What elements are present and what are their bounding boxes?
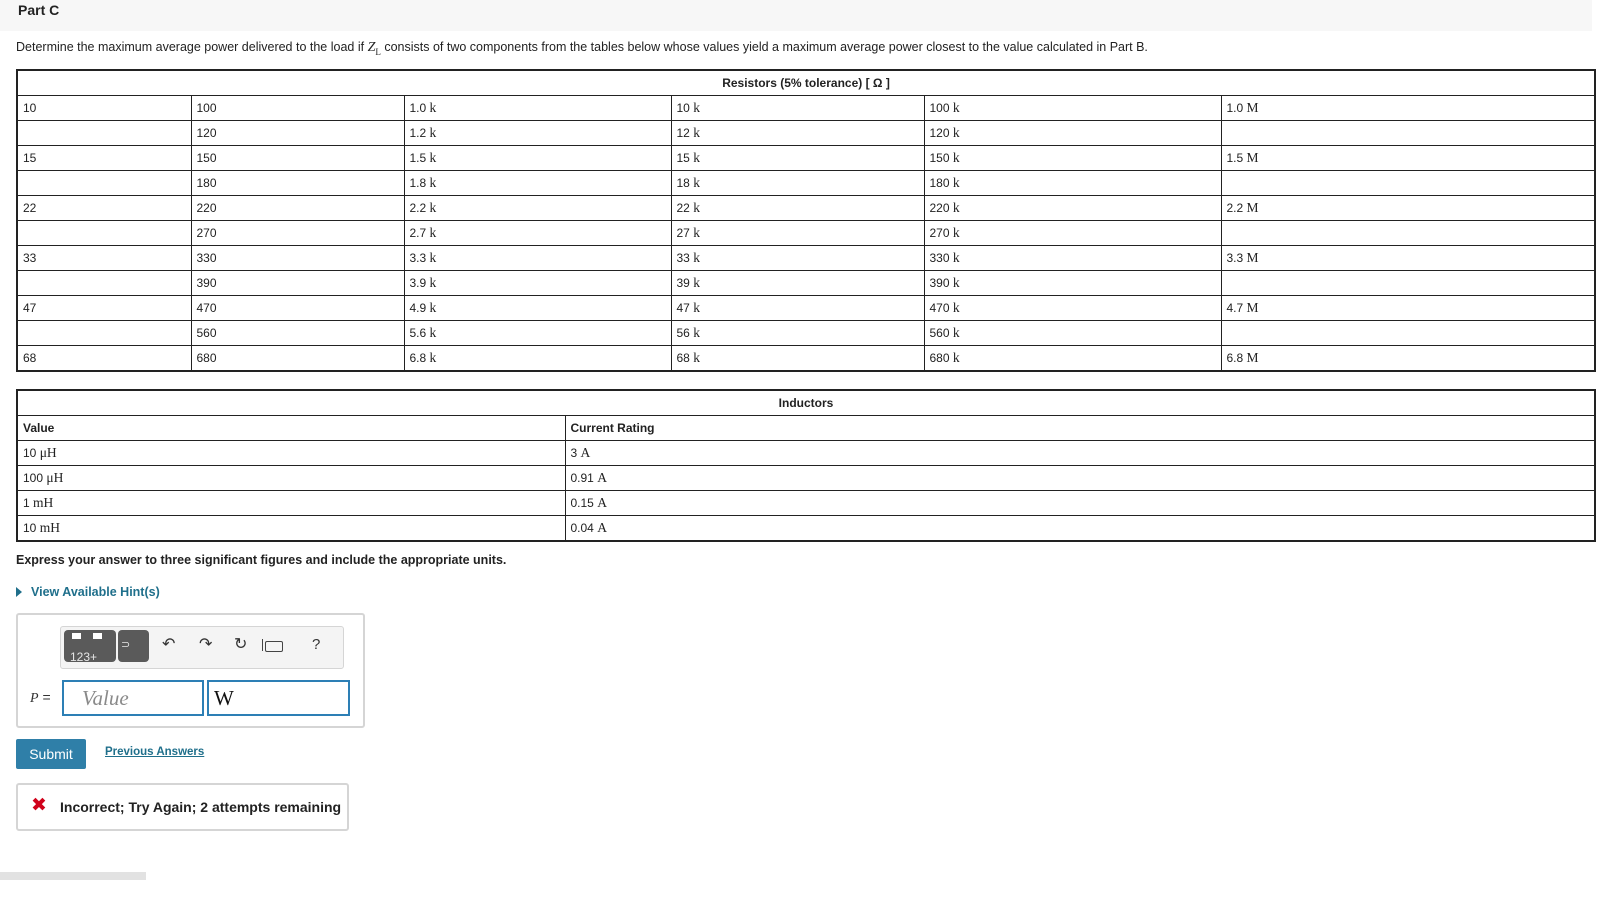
table-cell: [17, 171, 191, 196]
table-cell: [404, 246, 671, 271]
table-row: [17, 441, 1595, 466]
cell-unit: k: [952, 350, 960, 365]
cell-unit: k: [429, 350, 437, 365]
reset-icon[interactable]: ↻: [234, 636, 248, 653]
table-row: [17, 491, 1595, 516]
table-cell: [191, 146, 404, 171]
cell-value: 3.3: [1226, 251, 1247, 265]
cell-value: 2.7: [409, 226, 430, 240]
table-cell: [404, 221, 671, 246]
cell-value: 1.0: [1226, 101, 1247, 115]
value-input[interactable]: [62, 680, 204, 716]
cell-value: 390: [196, 276, 217, 290]
answer-panel: [16, 613, 365, 728]
table-cell: [565, 516, 1595, 542]
table-cell: [924, 146, 1221, 171]
table-cell: [191, 271, 404, 296]
cell-unit: k: [429, 275, 437, 290]
table-cell: [1221, 296, 1595, 321]
cell-unit: M: [1246, 250, 1259, 265]
table-cell: [1221, 146, 1595, 171]
cell-unit: k: [429, 200, 437, 215]
cell-unit: k: [429, 325, 437, 340]
cell-unit: M: [1246, 150, 1259, 165]
template-box-icon: [72, 633, 81, 639]
redo-icon[interactable]: ↷: [199, 636, 213, 653]
cell-value: 470: [929, 301, 953, 315]
cell-unit: k: [952, 225, 960, 240]
cell-value: 330: [196, 251, 217, 265]
table-cell: [565, 491, 1595, 516]
cell-unit: k: [693, 100, 700, 115]
part-header: [0, 0, 1592, 31]
table-row: [17, 246, 1595, 271]
power-label: P =: [30, 689, 51, 706]
cell-value: 1.5: [409, 151, 430, 165]
cell-value: 2.2: [1226, 201, 1247, 215]
cell-unit: k: [429, 150, 437, 165]
table-row: [17, 96, 1595, 121]
cell-value: 0.91: [570, 471, 598, 485]
cell-unit: k: [693, 200, 700, 215]
table-cell: [671, 196, 924, 221]
cell-unit: k: [952, 100, 960, 115]
cell-unit: k: [952, 175, 960, 190]
cell-value: 470: [196, 301, 217, 315]
table-cell: [1221, 271, 1595, 296]
cell-unit: k: [429, 300, 437, 315]
cell-value: 100: [929, 101, 953, 115]
cell-value: 10: [23, 446, 40, 460]
cell-unit: k: [952, 150, 960, 165]
table-cell: [924, 346, 1221, 372]
table-cell: [924, 246, 1221, 271]
cell-value: 47: [676, 301, 694, 315]
cell-value: 220: [196, 201, 217, 215]
table-row: [17, 271, 1595, 296]
cell-value: 5.6: [409, 326, 430, 340]
view-hints-label: View Available Hint(s): [31, 585, 160, 599]
table-cell: [924, 171, 1221, 196]
incorrect-icon: ✖: [31, 795, 47, 816]
cell-unit: k: [429, 250, 437, 265]
cell-value: 68: [676, 351, 694, 365]
keyboard-divider: [262, 639, 263, 651]
cell-unit: A: [580, 445, 591, 460]
cell-value: 1.0: [409, 101, 430, 115]
cell-unit: k: [693, 350, 700, 365]
table-cell: [191, 346, 404, 372]
table-cell: [17, 121, 191, 146]
cell-value: 680: [196, 351, 217, 365]
cell-unit: k: [429, 225, 437, 240]
cell-value: 1.5: [1226, 151, 1247, 165]
resistors-table-title: Resistors (5% tolerance) [ Ω ]: [17, 70, 1595, 96]
cell-unit: A: [597, 520, 607, 535]
table-cell: [924, 121, 1221, 146]
cell-value: 0.04: [570, 521, 598, 535]
cell-unit: k: [693, 250, 700, 265]
question-text: Determine the maximum average power delivered to the load if $Z_L$ consists of two components from the tables below whose values yield a maximum average power closest to the value calculated in Part B.: [16, 40, 1148, 57]
table-cell: [1221, 121, 1595, 146]
table-cell: [671, 121, 924, 146]
cell-unit: M: [1246, 350, 1259, 365]
table-row: [17, 221, 1595, 246]
table-cell: [17, 221, 191, 246]
cell-value: 18: [676, 176, 694, 190]
cell-value: 1.2: [409, 126, 430, 140]
table-cell: [17, 346, 191, 372]
cell-value: 39: [676, 276, 694, 290]
table-cell: [404, 346, 671, 372]
cell-unit: k: [693, 300, 700, 315]
cell-value: 120: [929, 126, 953, 140]
table-cell: [924, 296, 1221, 321]
table-cell: [671, 271, 924, 296]
cell-unit: k: [952, 200, 960, 215]
table-cell: [17, 441, 565, 466]
table-cell: [191, 321, 404, 346]
table-cell: [191, 196, 404, 221]
help-icon[interactable]: ?: [312, 636, 321, 653]
cell-unit: k: [693, 275, 700, 290]
cell-unit: k: [952, 300, 960, 315]
table-cell: [404, 146, 671, 171]
cell-value: 68: [23, 351, 37, 365]
cell-value: 1: [23, 496, 34, 510]
table-cell: [671, 246, 924, 271]
table-row: [17, 466, 1595, 491]
table-cell: [671, 346, 924, 372]
cell-value: 6.8: [1226, 351, 1247, 365]
feedback-box: [16, 783, 349, 831]
cell-unit: k: [693, 325, 700, 340]
table-cell: [17, 146, 191, 171]
table-cell: [1221, 221, 1595, 246]
cell-value: 6.8: [409, 351, 430, 365]
previous-answers-link[interactable]: Previous Answers: [105, 746, 205, 758]
table-cell: [404, 321, 671, 346]
cell-unit: k: [693, 175, 700, 190]
table-cell: [1221, 171, 1595, 196]
table-cell: [17, 321, 191, 346]
table-cell: [404, 271, 671, 296]
cell-value: 22: [23, 201, 37, 215]
cell-value: 3.9: [409, 276, 430, 290]
cell-unit: k: [429, 125, 437, 140]
table-row: [17, 321, 1595, 346]
table-cell: [17, 196, 191, 221]
cell-value: 390: [929, 276, 953, 290]
table-cell: [1221, 96, 1595, 121]
cell-unit: A: [597, 495, 607, 510]
cell-value: 22: [676, 201, 694, 215]
cell-unit: M: [1246, 300, 1259, 315]
cell-value: 560: [929, 326, 953, 340]
table-cell: [671, 221, 924, 246]
cell-value: 10: [23, 521, 40, 535]
cell-value: 3.3: [409, 251, 430, 265]
table-cell: [671, 96, 924, 121]
table-cell: [1221, 346, 1595, 372]
table-cell: [191, 296, 404, 321]
table-cell: [191, 221, 404, 246]
cell-unit: k: [952, 250, 960, 265]
cell-value: 56: [676, 326, 694, 340]
table-cell: [671, 171, 924, 196]
table-cell: [17, 271, 191, 296]
view-hints-link[interactable]: [16, 585, 160, 599]
cell-value: 10: [676, 101, 694, 115]
cell-value: 10: [23, 101, 37, 115]
keyboard-icon[interactable]: [265, 641, 283, 652]
cell-value: 2.2: [409, 201, 430, 215]
table-cell: [17, 516, 565, 542]
load-impedance-symbol: $Z_L$: [367, 40, 381, 57]
inductors-header-current-rating: Current Rating: [565, 416, 1595, 441]
cell-unit: k: [952, 125, 960, 140]
cell-value: 270: [929, 226, 953, 240]
table-row: [17, 296, 1595, 321]
cell-value: 120: [196, 126, 217, 140]
part-title: Part C: [18, 2, 60, 18]
table-cell: [17, 96, 191, 121]
table-cell: [404, 196, 671, 221]
table-cell: [17, 296, 191, 321]
table-cell: [1221, 321, 1595, 346]
instruction-text: Express your answer to three significant figures and include the appropriate units.: [16, 553, 507, 567]
cell-unit: μH: [39, 445, 57, 460]
table-cell: [17, 246, 191, 271]
table-cell: [924, 221, 1221, 246]
cell-unit: k: [693, 125, 700, 140]
cell-value: 680: [929, 351, 953, 365]
table-row: [17, 346, 1595, 372]
cell-unit: mH: [39, 520, 60, 535]
table-cell: [17, 466, 565, 491]
template-box-icon: [93, 633, 102, 639]
table-cell: [924, 271, 1221, 296]
cell-unit: μH: [46, 470, 64, 485]
table-cell: [924, 96, 1221, 121]
cell-value: 4.7: [1226, 301, 1247, 315]
units-input[interactable]: [207, 680, 350, 716]
cell-value: 33: [23, 251, 37, 265]
cell-unit: A: [597, 470, 607, 485]
templates-label: 123+: [70, 650, 98, 662]
table-cell: [191, 246, 404, 271]
cell-unit: k: [952, 325, 960, 340]
table-cell: [1221, 196, 1595, 221]
caret-right-icon: [16, 587, 22, 597]
table-cell: [924, 196, 1221, 221]
cell-value: 47: [23, 301, 37, 315]
cell-value: 100: [196, 101, 217, 115]
cell-value: 33: [676, 251, 694, 265]
cell-unit: k: [693, 225, 700, 240]
table-cell: [671, 146, 924, 171]
table-cell: [191, 96, 404, 121]
cell-value: 180: [929, 176, 953, 190]
cell-value: 3: [570, 446, 581, 460]
cell-value: 27: [676, 226, 694, 240]
cell-value: 100: [23, 471, 47, 485]
templates-button[interactable]: [64, 630, 116, 662]
resistors-table: [16, 69, 1596, 372]
table-row: [17, 516, 1595, 542]
cell-unit: k: [429, 175, 437, 190]
table-cell: [191, 171, 404, 196]
submit-button[interactable]: Submit: [16, 739, 86, 769]
feedback-message: Incorrect; Try Again; 2 attempts remaining: [60, 799, 342, 815]
cell-value: 12: [676, 126, 694, 140]
table-cell: [404, 171, 671, 196]
table-row: [17, 171, 1595, 196]
table-cell: [404, 96, 671, 121]
cell-unit: k: [429, 100, 437, 115]
table-cell: [671, 321, 924, 346]
cell-value: 180: [196, 176, 217, 190]
cell-value: 220: [929, 201, 953, 215]
inductors-table-title: Inductors: [17, 390, 1595, 416]
table-cell: [404, 296, 671, 321]
cell-value: 150: [929, 151, 953, 165]
table-cell: [17, 491, 565, 516]
cell-value: 0.15: [570, 496, 598, 510]
cell-value: 4.9: [409, 301, 430, 315]
math-toolbar: [60, 626, 344, 669]
inductors-table: [16, 389, 1596, 542]
table-row: [17, 196, 1595, 221]
table-row: [17, 146, 1595, 171]
table-cell: [404, 121, 671, 146]
symbols-icon: ⊃: [121, 639, 131, 651]
undo-icon[interactable]: ↶: [162, 636, 176, 653]
cell-unit: k: [952, 275, 960, 290]
cell-unit: M: [1246, 200, 1259, 215]
cell-value: 560: [196, 326, 217, 340]
table-cell: [191, 121, 404, 146]
cell-value: 270: [196, 226, 217, 240]
cell-value: 15: [676, 151, 694, 165]
cell-unit: M: [1246, 100, 1259, 115]
scrollbar[interactable]: [0, 872, 146, 880]
cell-value: 15: [23, 151, 37, 165]
symbols-button[interactable]: [118, 630, 149, 662]
cell-value: 150: [196, 151, 217, 165]
table-row: [17, 121, 1595, 146]
cell-unit: mH: [33, 495, 54, 510]
cell-value: 1.8: [409, 176, 430, 190]
table-cell: [565, 441, 1595, 466]
inductors-header-value: Value: [17, 416, 565, 441]
table-cell: [924, 321, 1221, 346]
table-cell: [565, 466, 1595, 491]
table-cell: [1221, 246, 1595, 271]
table-cell: [671, 296, 924, 321]
cell-unit: k: [693, 150, 700, 165]
cell-value: 330: [929, 251, 953, 265]
